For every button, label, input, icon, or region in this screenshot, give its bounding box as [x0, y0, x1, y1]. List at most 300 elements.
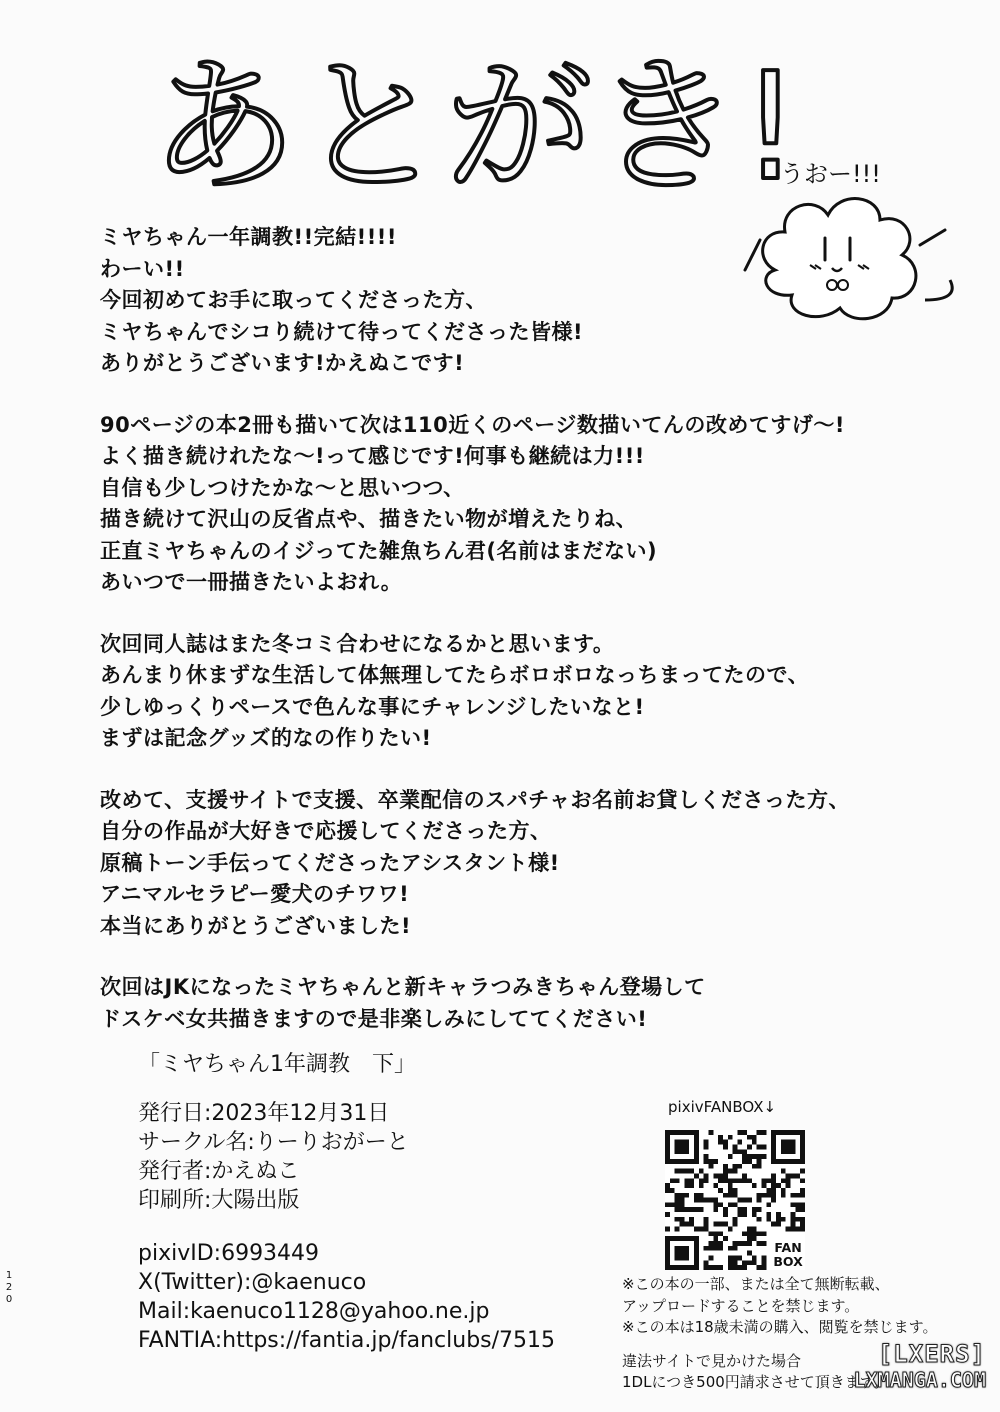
qr-module	[747, 1135, 752, 1140]
qr-module	[713, 1246, 718, 1251]
qr-module	[694, 1193, 699, 1198]
title-text: あとがき!	[150, 41, 800, 198]
qr-module	[742, 1212, 747, 1217]
afterword-line: まずは記念グッズ的なの作りたい!	[100, 726, 432, 750]
page-digit: 2	[5, 1282, 13, 1293]
qr-module	[762, 1178, 767, 1183]
publisher: 発行者:かえぬこ	[138, 1159, 300, 1184]
qr-module	[689, 1217, 694, 1222]
qr-module	[679, 1207, 684, 1212]
qr-module	[699, 1198, 704, 1203]
qr-module	[800, 1178, 805, 1183]
qr-module	[742, 1159, 747, 1164]
title-lettering	[150, 28, 810, 198]
qr-module	[699, 1183, 704, 1188]
qr-module	[694, 1173, 699, 1178]
qr-module	[752, 1212, 757, 1217]
watermark	[846, 1340, 986, 1392]
qr-module	[791, 1217, 796, 1222]
qr-module	[747, 1236, 752, 1241]
qr-module	[800, 1217, 805, 1222]
qr-module	[689, 1169, 694, 1174]
qr-module	[723, 1222, 728, 1227]
qr-module	[757, 1231, 762, 1236]
qr-module	[728, 1135, 733, 1140]
pixiv-id: pixivID:6993449	[138, 1241, 320, 1266]
qr-module	[771, 1198, 776, 1203]
qr-module	[718, 1188, 723, 1193]
qr-module	[718, 1140, 723, 1145]
qr-module	[762, 1183, 767, 1188]
qr-module	[757, 1265, 762, 1270]
qr-module	[762, 1260, 767, 1265]
qr-module	[791, 1173, 796, 1178]
qr-module	[665, 1183, 670, 1188]
qr-module	[728, 1256, 733, 1261]
qr-module	[665, 1202, 670, 1207]
qr-module	[766, 1178, 771, 1183]
qr-module	[718, 1178, 723, 1183]
qr-module	[675, 1169, 680, 1174]
qr-module	[708, 1265, 713, 1270]
qr-module	[675, 1198, 680, 1203]
page-digit: 1	[5, 1270, 13, 1281]
qr-module	[733, 1149, 738, 1154]
qr-module	[762, 1265, 767, 1270]
qr-module	[757, 1217, 762, 1222]
qr-module	[752, 1183, 757, 1188]
qr-module	[757, 1164, 762, 1169]
qr-module	[728, 1227, 733, 1232]
qr-module	[733, 1202, 738, 1207]
qr-module	[679, 1169, 684, 1174]
qr-module	[675, 1207, 680, 1212]
qr-module	[757, 1241, 762, 1246]
qr-module	[781, 1178, 786, 1183]
note-line: 1DLにつき500円請求させて頂きます。	[622, 1373, 889, 1391]
qr-module	[694, 1198, 699, 1203]
qr-module	[733, 1193, 738, 1198]
qr-module	[675, 1202, 680, 1207]
qr-module	[776, 1183, 781, 1188]
qr-module	[795, 1217, 800, 1222]
qr-module	[747, 1154, 752, 1159]
qr-module	[718, 1135, 723, 1140]
qr-module	[708, 1231, 713, 1236]
qr-module	[737, 1140, 742, 1145]
qr-module	[723, 1207, 728, 1212]
qr-module	[733, 1246, 738, 1251]
qr-module	[704, 1260, 709, 1265]
qr-module	[704, 1265, 709, 1270]
qr-module	[713, 1173, 718, 1178]
qr-module	[747, 1260, 752, 1265]
qr-module	[737, 1241, 742, 1246]
qr-module	[723, 1169, 728, 1174]
qr-module	[699, 1227, 704, 1232]
afterword-paragraph	[100, 222, 990, 380]
watermark-line1: [LXERS]	[877, 1340, 986, 1368]
fanbox-qr-code[interactable]	[665, 1130, 805, 1270]
afterword-title	[150, 28, 810, 198]
qr-module	[747, 1178, 752, 1183]
qr-module	[679, 1217, 684, 1222]
qr-module	[757, 1198, 762, 1203]
qr-module	[670, 1188, 675, 1193]
afterword-line: 正直ミヤちゃんのイジってた雑魚ちん君(名前はまだない)	[100, 538, 658, 563]
qr-module	[689, 1222, 694, 1227]
afterword-line: 次回同人誌はまた冬コミ合わせになるかと思います。	[100, 631, 615, 656]
afterword-line: あいつで一冊描きたいよおれ。	[100, 570, 403, 594]
qr-module	[747, 1241, 752, 1246]
qr-module	[733, 1222, 738, 1227]
qr-module	[747, 1251, 752, 1256]
qr-module	[733, 1178, 738, 1183]
qr-module	[757, 1207, 762, 1212]
qr-module	[684, 1169, 689, 1174]
qr-module	[776, 1217, 781, 1222]
qr-module	[723, 1212, 728, 1217]
fanbox-badge-line1: FAN	[774, 1240, 802, 1256]
twitter-handle: X(Twitter):@kaenuco	[138, 1270, 367, 1295]
qr-module	[752, 1154, 757, 1159]
qr-module	[737, 1256, 742, 1261]
afterword-line: ありがとうございます!かえぬこです!	[100, 351, 465, 375]
qr-module	[728, 1260, 733, 1265]
note-line: ※この本の一部、または全て無断転載、	[622, 1275, 890, 1293]
note-line: 違法サイトで見かけた場合	[622, 1351, 801, 1370]
qr-module	[713, 1231, 718, 1236]
qr-module	[679, 1222, 684, 1227]
qr-module	[704, 1140, 709, 1145]
qr-module	[762, 1154, 767, 1159]
qr-module	[742, 1241, 747, 1246]
qr-module	[737, 1212, 742, 1217]
qr-module	[742, 1265, 747, 1270]
qr-module	[679, 1202, 684, 1207]
qr-module	[762, 1231, 767, 1236]
qr-module	[675, 1178, 680, 1183]
qr-module	[752, 1207, 757, 1212]
qr-module	[733, 1144, 738, 1149]
qr-module	[752, 1256, 757, 1261]
qr-module	[733, 1241, 738, 1246]
qr-module	[708, 1256, 713, 1261]
qr-module	[762, 1144, 767, 1149]
qr-module	[713, 1222, 718, 1227]
mail-address: Mail:kaenuco1128@yahoo.ne.jp	[138, 1299, 490, 1324]
qr-module	[795, 1202, 800, 1207]
afterword-line: 少しゆっくりペースで色んな事にチャレンジしたいなと!	[100, 694, 645, 719]
qr-module	[704, 1246, 709, 1251]
afterword-line: 原稿トーン手伝ってくださったアシスタント様!	[100, 850, 560, 875]
qr-module	[708, 1246, 713, 1251]
qr-module	[699, 1178, 704, 1183]
qr-module	[742, 1207, 747, 1212]
qr-module	[737, 1178, 742, 1183]
qr-module	[704, 1222, 709, 1227]
qr-module	[708, 1130, 713, 1135]
qr-module	[708, 1198, 713, 1203]
qr-module	[742, 1231, 747, 1236]
qr-module	[708, 1164, 713, 1169]
qr-module	[752, 1135, 757, 1140]
qr-module	[800, 1207, 805, 1212]
qr-module	[728, 1154, 733, 1159]
qr-module	[718, 1173, 723, 1178]
qr-module	[757, 1154, 762, 1159]
qr-module	[776, 1212, 781, 1217]
qr-module	[795, 1207, 800, 1212]
qr-module	[742, 1178, 747, 1183]
qr-module	[723, 1140, 728, 1145]
afterword-paragraph	[100, 629, 990, 755]
qr-module	[791, 1222, 796, 1227]
afterword-line: アニマルセラピー愛犬のチワワ!	[100, 882, 410, 906]
qr-module	[762, 1193, 767, 1198]
qr-module	[718, 1222, 723, 1227]
qr-module	[771, 1183, 776, 1188]
qr-module	[766, 1217, 771, 1222]
qr-module	[704, 1173, 709, 1178]
qr-module	[718, 1231, 723, 1236]
qr-module	[800, 1169, 805, 1174]
qr-module	[757, 1130, 762, 1135]
qr-module	[791, 1202, 796, 1207]
page-digit: 0	[5, 1294, 13, 1305]
colophon	[138, 1050, 608, 1355]
qr-module	[771, 1222, 776, 1227]
qr-module	[766, 1212, 771, 1217]
qr-module	[665, 1227, 670, 1232]
qr-module	[704, 1198, 709, 1203]
qr-module	[800, 1227, 805, 1232]
qr-module	[704, 1227, 709, 1232]
qr-module	[704, 1154, 709, 1159]
qr-module	[786, 1173, 791, 1178]
qr-module	[800, 1222, 805, 1227]
qr-module	[728, 1193, 733, 1198]
qr-module	[728, 1188, 733, 1193]
qr-module	[752, 1236, 757, 1241]
qr-module	[704, 1217, 709, 1222]
qr-module	[679, 1193, 684, 1198]
qr-module	[728, 1202, 733, 1207]
qr-module	[675, 1193, 680, 1198]
qr-module	[762, 1256, 767, 1261]
afterword-line: あんまり休まずな生活して体無理してたらボロボロなっちまってたので、	[100, 663, 810, 687]
qr-module	[699, 1193, 704, 1198]
qr-module	[708, 1159, 713, 1164]
qr-module	[723, 1173, 728, 1178]
qr-module	[679, 1198, 684, 1203]
qr-module	[733, 1265, 738, 1270]
qr-module	[757, 1193, 762, 1198]
qr-module	[791, 1193, 796, 1198]
qr-module	[728, 1265, 733, 1270]
qr-module	[694, 1227, 699, 1232]
qr-module	[723, 1164, 728, 1169]
qr-module	[800, 1188, 805, 1193]
qr-module	[713, 1183, 718, 1188]
qr-module	[737, 1207, 742, 1212]
qr-module	[766, 1193, 771, 1198]
qr-module	[704, 1159, 709, 1164]
qr-module	[786, 1183, 791, 1188]
qr-module	[718, 1265, 723, 1270]
qr-module	[713, 1265, 718, 1270]
afterword-line: わーい!!	[100, 256, 185, 281]
qr-module	[670, 1178, 675, 1183]
qr-module	[718, 1241, 723, 1246]
qr-module	[713, 1241, 718, 1246]
qr-module	[718, 1202, 723, 1207]
qr-module	[670, 1202, 675, 1207]
qr-module	[684, 1193, 689, 1198]
qr-module	[728, 1183, 733, 1188]
qr-module	[771, 1178, 776, 1183]
watermark-line2: LXMANGA.COM	[853, 1368, 986, 1392]
fantia-link[interactable]: FANTIA:https://fantia.jp/fanclubs/7515	[138, 1328, 556, 1353]
qr-module	[752, 1164, 757, 1169]
qr-module	[684, 1207, 689, 1212]
circle-name: サークル名:りーりおがーと	[138, 1130, 409, 1155]
qr-module	[757, 1159, 762, 1164]
qr-label: pixivFANBOX↓	[668, 1098, 777, 1116]
qr-module	[665, 1212, 670, 1217]
qr-module	[723, 1144, 728, 1149]
afterword-line: 描き続けて沢山の反省点や、描きたい物が増えたりね、	[100, 507, 638, 531]
qr-module	[771, 1173, 776, 1178]
qr-module	[723, 1193, 728, 1198]
qr-module	[752, 1227, 757, 1232]
qr-module	[752, 1260, 757, 1265]
afterword-line: 今回初めてお手に取ってくださった方、	[100, 288, 487, 312]
afterword-line: ミヤちゃん一年調教!!完結!!!!	[100, 225, 397, 249]
qr-module	[795, 1173, 800, 1178]
qr-module	[733, 1256, 738, 1261]
qr-module	[752, 1140, 757, 1145]
qr-module	[742, 1198, 747, 1203]
qr-module	[713, 1202, 718, 1207]
qr-icon	[665, 1130, 805, 1270]
qr-module	[665, 1188, 670, 1193]
afterword-line: 本当にありがとうございました!	[100, 913, 412, 938]
qr-module	[699, 1169, 704, 1174]
qr-module	[728, 1169, 733, 1174]
fanbox-badge-line2: BOX	[773, 1254, 803, 1270]
qr-module	[786, 1227, 791, 1232]
note-line: ※この本は18歳未満の購入、閲覧を禁じます。	[622, 1318, 938, 1336]
qr-module	[713, 1207, 718, 1212]
afterword-paragraph	[100, 785, 990, 943]
afterword-line: ミヤちゃんでシコり続けて待ってくださった皆様!	[100, 319, 584, 344]
qr-module	[689, 1207, 694, 1212]
qr-module	[762, 1241, 767, 1246]
qr-module	[800, 1202, 805, 1207]
qr-module	[800, 1193, 805, 1198]
qr-module	[704, 1144, 709, 1149]
qr-module	[708, 1241, 713, 1246]
qr-module	[786, 1178, 791, 1183]
qr-module	[723, 1178, 728, 1183]
qr-module	[675, 1227, 680, 1232]
afterword-paragraph	[100, 972, 990, 1035]
qr-module	[733, 1217, 738, 1222]
qr-module	[747, 1159, 752, 1164]
afterword-body	[100, 222, 990, 1065]
qr-module	[795, 1193, 800, 1198]
qr-module	[728, 1246, 733, 1251]
qr-module	[699, 1207, 704, 1212]
qr-module	[747, 1198, 752, 1203]
qr-module	[742, 1130, 747, 1135]
qr-module	[747, 1144, 752, 1149]
qr-module	[742, 1149, 747, 1154]
qr-module	[747, 1231, 752, 1236]
publish-date: 発行日:2023年12月31日	[138, 1101, 390, 1126]
qr-module	[733, 1188, 738, 1193]
qr-module	[781, 1217, 786, 1222]
qr-module	[713, 1236, 718, 1241]
qr-module	[704, 1178, 709, 1183]
qr-module	[791, 1212, 796, 1217]
afterword-paragraph	[100, 410, 990, 599]
qr-module	[684, 1183, 689, 1188]
qr-module	[771, 1188, 776, 1193]
qr-module	[675, 1217, 680, 1222]
qr-module	[776, 1222, 781, 1227]
afterword-line: 90ページの本2冊も描いて次は110近くのページ数描いてんの改めてすげ〜!	[100, 412, 845, 437]
qr-module	[766, 1188, 771, 1193]
mascot-exclaim: うおー!!!	[780, 160, 881, 188]
qr-module	[723, 1236, 728, 1241]
qr-module	[689, 1178, 694, 1183]
qr-module	[737, 1149, 742, 1154]
qr-module	[791, 1227, 796, 1232]
qr-module	[742, 1260, 747, 1265]
afterword-line: よく描き続けれたな〜!って感じです!何事も継続は力!!!	[100, 444, 645, 468]
qr-module	[694, 1207, 699, 1212]
qr-module	[781, 1193, 786, 1198]
qr-module	[737, 1198, 742, 1203]
book-title: 「ミヤちゃん1年調教 下」	[138, 1052, 416, 1077]
qr-module	[684, 1222, 689, 1227]
qr-module	[757, 1144, 762, 1149]
afterword-line: 次回はJKになったミヤちゃんと新キャラつみきちゃん登場して	[100, 975, 706, 999]
qr-module	[689, 1183, 694, 1188]
afterword-line: 改めて、支援サイトで支援、卒業配信のスパチャお名前お貸しくださった方、	[100, 787, 850, 812]
qr-module	[762, 1130, 767, 1135]
qr-module	[737, 1130, 742, 1135]
qr-module	[752, 1231, 757, 1236]
afterword-line: 自信も少しつけたかな〜と思いつつ、	[100, 475, 465, 500]
qr-module	[733, 1169, 738, 1174]
qr-module	[737, 1265, 742, 1270]
qr-module	[781, 1169, 786, 1174]
note-line: アップロードすることを禁じます。	[622, 1296, 860, 1315]
qr-module	[728, 1178, 733, 1183]
qr-module	[795, 1227, 800, 1232]
qr-module	[713, 1198, 718, 1203]
qr-module	[733, 1164, 738, 1169]
qr-module	[713, 1159, 718, 1164]
afterword-line: ドスケベ女共描きますので是非楽しみにしててください!	[100, 1006, 648, 1031]
qr-module	[766, 1202, 771, 1207]
afterword-line: 自分の作品が大好きで応援してくださった方、	[100, 819, 552, 843]
qr-module	[742, 1154, 747, 1159]
qr-module	[733, 1260, 738, 1265]
